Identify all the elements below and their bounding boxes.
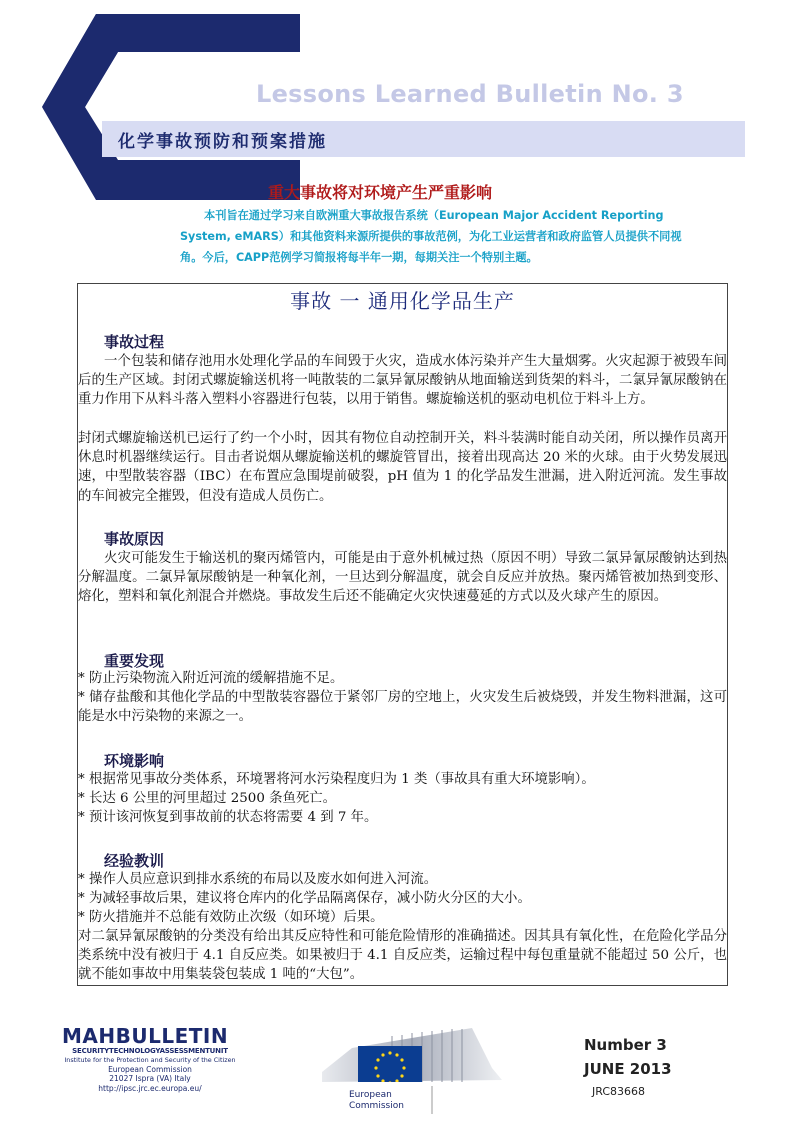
ec-label: [349, 1090, 404, 1112]
findings-item-1: * 防止污染物流入附近河流的缓解措施不足。: [78, 671, 344, 686]
url-line[interactable]: http://ipsc.jrc.ec.europa.eu/: [98, 1083, 202, 1093]
address-line: 21027 Ispra (VA) Italy: [109, 1074, 191, 1083]
findings-item-2: * 储存盐酸和其他化学品的中型散装容器位于紧邻厂房的空地上，火灾发生后被烧毁，并发生物料泄漏，这可能是水中污染物的来源之一。: [78, 690, 727, 725]
bulletin-title: Lessons Learned Bulletin No. 3: [256, 80, 684, 108]
org-line: European Commission: [108, 1064, 192, 1074]
jrc-code: JRC83668: [592, 1085, 646, 1098]
lessons-item-3: * 防火措施并不总能有效防止次级（如环境）后果。: [78, 910, 384, 925]
issue-number: Number 3: [584, 1036, 667, 1054]
cause-heading: 事故原因: [104, 530, 165, 548]
mah-bulletin-logo-text: MAHBULLETIN: [62, 1024, 229, 1048]
issue-date: JUNE 2013: [584, 1060, 672, 1078]
case-title: 事故 一 通用化学品生产: [290, 289, 515, 313]
ec-label-line-1: European: [349, 1090, 392, 1100]
mah-address-block: [40, 1047, 260, 1093]
impact-item-3: * 预计该河恢复到事故前的状态将需要 4 到 7 年。: [78, 810, 378, 825]
lessons-paragraph: 对二氯异氰尿酸钠的分类没有给出其反应特性和可能危险情形的准确描述。因其具有氧化性，在危险化学品分类系统中没有被归于 4.1 自反应类。如果被归于 4.1 自反应类，运输过程中每包重量就不能超过 50 公斤，也就不能如事故中用集装袋包装成 1 吨的“大包”。: [78, 929, 727, 983]
process-paragraph-1: 一个包装和储存池用水处理化学品的车间毁于火灾，造成水体污染并产生大量烟雾。火灾起源于被毁车间后的生产区域。封闭式螺旋输送机将一吨散装的二氯异氰尿酸钠从地面输送到货架的料斗，二氯异氰尿酸钠在重力作用下从料斗落入塑料小容器进行包装，以用于销售。螺旋输送机的驱动电机位于料斗上方。: [78, 354, 727, 408]
unit-line: SECURITYTECHNOLOGYASSESSMENTUNIT: [72, 1047, 228, 1055]
process-heading: 事故过程: [104, 333, 165, 351]
header-subtitle: 重大事故将对环境产生严重影响: [268, 183, 493, 202]
institute-line: Institute for the Protection and Security of the Citizen: [64, 1056, 236, 1064]
impact-item-1: * 根据常见事故分类体系，环境署将河水污染程度归为 1 类（事故具有重大环境影响）。: [78, 772, 595, 787]
impact-heading: 环境影响: [104, 752, 165, 770]
header-band-text: 化学事故预防和预案措施: [118, 132, 327, 152]
cause-paragraph: 火灾可能发生于输送机的聚丙烯管内，可能是由于意外机械过热（原因不明）导致二氯异氰尿酸钠达到热分解温度。二氯异氰尿酸钠是一种氧化剂，一旦达到分解温度，就会自反应并放热。聚丙烯管被加热到变形、熔化，塑料和氧化剂混合并燃烧。事故发生后还不能确定火灾快速蔓延的方式以及火球产生的原因。: [78, 551, 727, 605]
ec-label-line-2: Commission: [349, 1101, 404, 1111]
header-intro: 本刊旨在通过学习来自欧洲重大事故报告系统（European Major Accident Reporting System, eMARS）和其他资料来源所提供的事故范例，为化工业运营者和政府监管人员提供不同视角。今后，CAPP范例学习简报将每半年一期，每期关注一个特别主题。: [180, 209, 682, 264]
lessons-heading: 经验教训: [104, 852, 165, 870]
lessons-item-1: * 操作人员应意识到排水系统的布局以及废水如何进入河流。: [78, 872, 438, 887]
impact-item-2: * 长达 6 公里的河里超过 2500 条鱼死亡。: [78, 791, 337, 806]
lessons-item-2: * 为减轻事故后果，建议将仓库内的化学品隔离保存，减小防火分区的大小。: [78, 891, 531, 906]
findings-heading: 重要发现: [104, 652, 165, 670]
process-paragraph-2: 封闭式螺旋输送机已运行了约一个小时，因其有物位自动控制开关，料斗装满时能自动关闭，所以操作员离开休息时机器继续运行。目击者说烟从螺旋输送机的螺旋管冒出，接着出现高达 20 米的火球。由于火势发展迅速，中型散装容器（IBC）在布置应急围堤前破裂，pH 值为 1 的化学品发生泄漏，进入附近河流。发生事故的车间被完全摧毁，但没有造成人员伤亡。: [78, 431, 727, 504]
